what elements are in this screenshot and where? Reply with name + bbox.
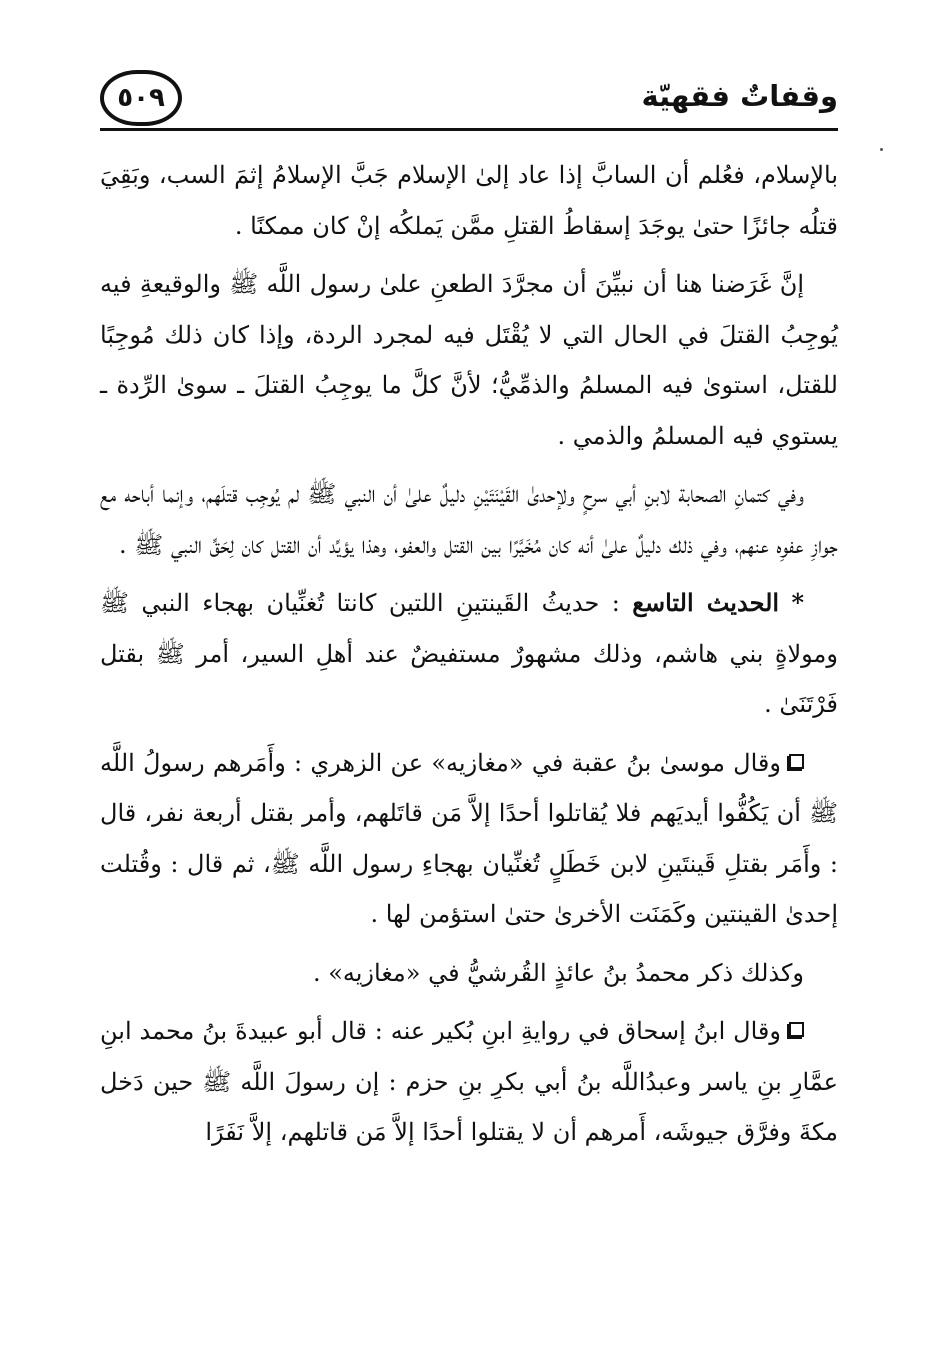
- header-divider: [100, 128, 838, 131]
- quote-paragraph: [100, 1006, 838, 1158]
- paragraph: [100, 469, 838, 570]
- body-text: [100, 150, 838, 1166]
- paragraph: [100, 259, 838, 461]
- paragraph-continuation: [100, 150, 838, 251]
- section-title: الحديث التاسع: [632, 588, 780, 617]
- paragraph-text: إنَّ غَرَضنا هنا أن نبيِّنَ أن مجرَّدَ الطعنِ علىٰ رسول اللَّه ﷺ والوقيعةِ فيه يُوجِبُ القتلَ في الحال التي لا يُقْتَل فيه لمجرد الردة، وإذا كان ذلك مُوجِبًا للقتل، استوىٰ فيه المسلمُ والذمِّيُّ؛ لأنَّ كلَّ ما يوجِبُ القتلَ ـ سوىٰ الرِّدة ـ يستوي فيه المسلمُ والذمي .: [100, 270, 838, 450]
- paragraph-text: وقال ابنُ إسحاق في روايةِ ابنِ بُكير عنه : قال أبو عبيدةَ بنُ محمد ابنِ عمَّارِ بنِ ياسر وعبدُاللَّه بنُ أبي بكرِ بنِ حزم : إن رسولَ اللَّه ﷺ حين دَخل مكةَ وفرَّق جيوشَه، أَمرهم أن لا يقتلوا أحدًا إلاَّ مَن قاتلهم، إلاَّ نَفَرًا: [100, 1017, 838, 1146]
- paragraph-text: وفي كتمانِ الصحابة لابنِ أبي سرحٍ ولإحدىٰ القَيْنَتَيْنِ دليلٌ علىٰ أن النبي ﷺ لم يُوجِب قتلَهم، وإنما أباحه مع جوازِ عفوِه عنهم، وفي ذلك دليلٌ علىٰ أنه كان مُخَيَّرًا بين القتل والعفو، وهذا يؤيِّد أن القتل كان لِحَقِّ النبي ﷺ .: [100, 480, 838, 559]
- square-bullet-icon: [789, 1022, 804, 1037]
- paragraph-text: وقال موسىٰ بنُ عقبة في «مغازيه» عن الزهري : وأَمَرهم رسولُ اللَّه ﷺ أن يَكُفُّوا أيديَهم فلا يُقاتلوا أحدًا إلاَّ مَن قاتَلهم، وأمر بقتل أربعة نفر، قال : وأَمَر بقتلِ قَينتَينِ لابن خَطَلٍ تُغنِّيان بهجاءِ رسول اللَّه ﷺ، ثم قال : وقُتلت إحدىٰ القينتين وكَمَنَت الأخرىٰ حتىٰ استؤمن لها .: [100, 748, 838, 928]
- page-number-frame: [100, 70, 182, 126]
- paragraph: [100, 948, 838, 999]
- paragraph-text: بالإسلام، فعُلم أن السابَّ إذا عاد إلىٰ الإسلام جَبَّ الإسلامُ إثمَ السب، وبَقِيَ قتلُه جائزًا حتىٰ يوجَدَ إسقاطُ القتلِ ممَّن يَملكُه إنْ كان ممكنًا .: [100, 161, 838, 240]
- running-title: وقفاتٌ فقهيّة: [641, 79, 838, 113]
- scan-speck: [880, 148, 883, 151]
- quote-paragraph: [100, 738, 838, 940]
- section-paragraph: [100, 578, 838, 730]
- square-bullet-icon: [789, 754, 804, 769]
- paragraph-text: : حديثُ القَينتينِ اللتين كانتا تُغنِّيان بهجاء النبي ﷺ ومولاةٍ بني هاشم، وذلك مشهورٌ مستفيضٌ عند أهلِ السير، أمر ﷺ بقتل فَرْتَنَىٰ .: [100, 589, 838, 718]
- asterisk-marker: *: [791, 588, 804, 617]
- page-header: [100, 70, 838, 130]
- paragraph-text: وكذلك ذكر محمدُ بنُ عائذٍ القُرشيُّ في «مغازيه» .: [312, 958, 804, 987]
- page-number: ٥٠٩: [117, 83, 165, 113]
